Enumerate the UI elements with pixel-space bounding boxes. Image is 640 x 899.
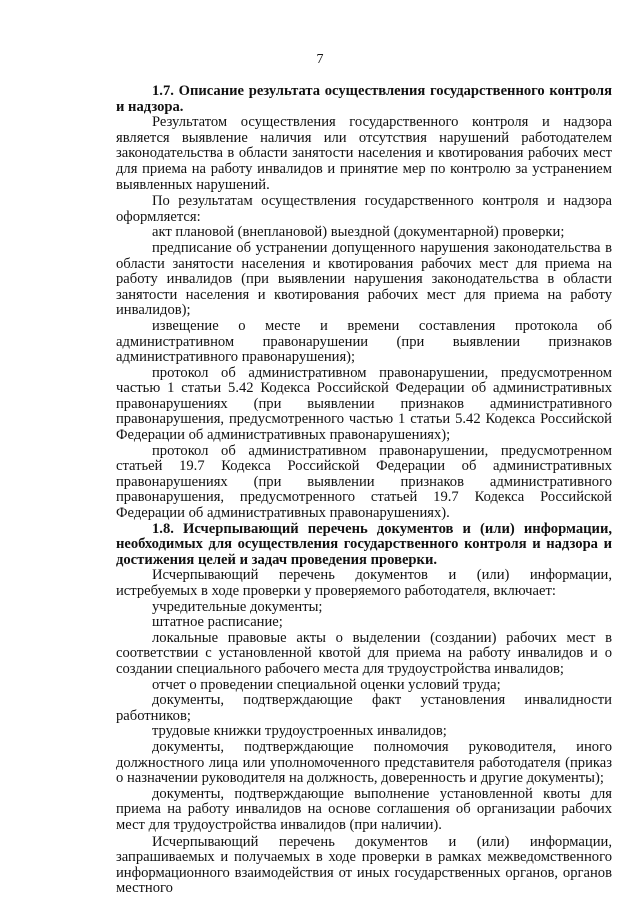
- page-number: 7: [316, 52, 324, 67]
- list-item: акт плановой (внеплановой) выездной (документарной) проверки;: [152, 224, 565, 241]
- list-item: извещение о месте и времени составления протокола об административном правонарушении (при выявлении признаков административного правонарушения);: [116, 317, 612, 366]
- list-item: учредительные документы;: [152, 598, 323, 615]
- paragraph: Исчерпывающий перечень документов и (или) информации, истребуемых в ходе проверки у проверяемого работодателя, включает:: [116, 567, 612, 599]
- paragraph: Результатом осуществления государственного контроля и надзора является выявление наличия или отсутствия нарушений работодателем законодательства в области занятости населения и квотирования рабочих мест для приема на работу инвалидов и принятие мер по контролю за устранением выявленных нарушений.: [116, 114, 612, 193]
- paragraph: Исчерпывающий перечень документов и (или) информации, запрашиваемых и получаемых в ходе проверки в рамках межведомственного информационного взаимодействия от иных государственных органов, органов местного: [116, 833, 612, 897]
- list-item: протокол об административном правонарушении, предусмотренном статьей 19.7 Кодекса Российской Федерации об административных правонарушениях (при выявлении признаков административного правонарушения, предусмотренного статьей 19.7 Кодекса Российской Федерации об административных правонарушениях).: [116, 442, 612, 522]
- list-item: отчет о проведении специальной оценки условий труда;: [152, 676, 501, 693]
- list-item: трудовые книжки трудоустроенных инвалидов;: [152, 723, 447, 740]
- list-item: протокол об административном правонарушении, предусмотренном частью 1 статьи 5.42 Кодекса Российской Федерации об административных правонарушениях (при выявлении признаков административного правонарушения, предусмотренного частью 1 статьи 5.42 Кодекса Российской Федерации об административных правонарушениях);: [116, 364, 612, 444]
- list-item: документы, подтверждающие полномочия руководителя, иного должностного лица или уполномоченного представителя работодателя (приказ о назначении руководителя на должность, доверенность и другие документы);: [116, 738, 612, 787]
- list-item: локальные правовые акты о выделении (создании) рабочих мест в соответствии с установленной квотой для приема на работу инвалидов и о создании специального рабочего места для трудоустройства инвалидов;: [116, 629, 612, 677]
- list-item: документы, подтверждающие факт установления инвалидности работников;: [116, 692, 612, 724]
- list-item: штатное расписание;: [152, 614, 283, 631]
- document-body: [116, 84, 612, 897]
- list-item: предписание об устранении допущенного нарушения законодательства в области занятости населения и квотирования рабочих мест для приема на работу инвалидов (при выявлении нарушения законодательства в области занятости населения и квотирования рабочих мест для приема на работу инвалидов);: [116, 239, 612, 319]
- list-item: документы, подтверждающие выполнение установленной квоты для приема на работу инвалидов на основе соглашения об организации рабочих мест для трудоустройства инвалидов (при наличии).: [116, 785, 612, 833]
- paragraph: По результатам осуществления государственного контроля и надзора оформляется:: [116, 193, 612, 225]
- section-heading-1-8: 1.8. Исчерпывающий перечень документов и (или) информации, необходимых для осуществления государственного контроля и надзора и достижения целей и задач проведения проверки.: [116, 520, 612, 568]
- section-heading-1-7: 1.7. Описание результата осуществления государственного контроля и надзора.: [116, 83, 612, 115]
